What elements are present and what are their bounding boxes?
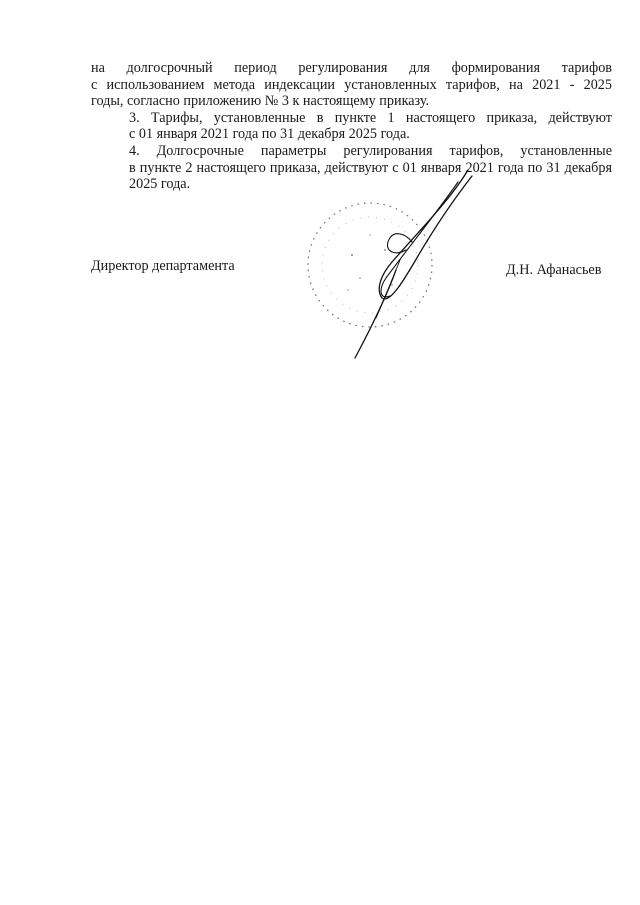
paragraph-continuation [91, 60, 612, 110]
text-line: годы, согласно приложению № 3 к настоящему приказу. [91, 93, 430, 110]
signature-stroke [355, 270, 396, 358]
seal-speckles [347, 234, 393, 291]
text-line: с 01 января 2021 года по 31 декабря 2025 года. [129, 126, 410, 143]
text-line: 3. Тарифы, установленные в пункте 1 настоящего приказа, действуют [129, 109, 612, 126]
signatory-position: Директор департамента [91, 258, 235, 274]
text-line: с использованием метода индексации установленных тарифов, на 2021 - 2025 [91, 76, 612, 93]
signatory-name: Д.Н. Афанасьев [506, 262, 602, 278]
seal-signature-image [300, 160, 480, 370]
text-line: 4. Долгосрочные параметры регулирования тарифов, установленные [129, 142, 612, 159]
paragraph-3 [91, 110, 612, 143]
text-line: на долгосрочный период регулирования для формирования тарифов [91, 60, 612, 76]
text-line: 2025 года. [129, 176, 191, 193]
text-line: в пункте 2 настоящего приказа, действуют с 01 января 2021 года по 31 декабря [129, 159, 612, 176]
seal-inner-ring [322, 217, 418, 313]
